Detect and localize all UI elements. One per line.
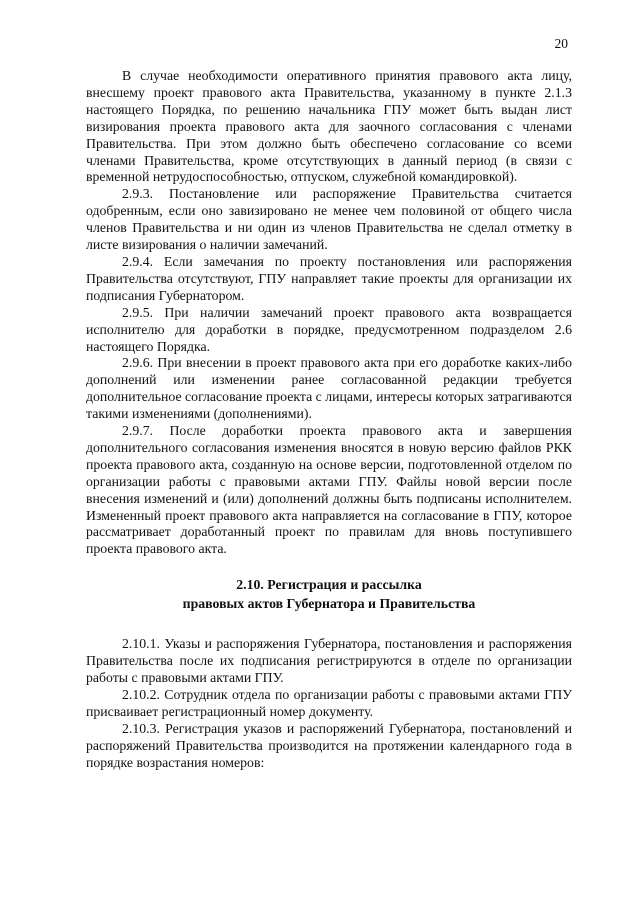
paragraph-2-9-7: 2.9.7. После доработки проекта правового акта и завершения дополнительного согласования изменения вносятся в новую версию файлов РКК проекта правового акта, созданную на основе версии, подготовленной отделом по организации работы с правовыми актами ГПУ. Файлы новой версии после внесения изменений и (или) дополнений должны быть подписаны исполнителем. Измененный проект правового акта направляется на согласование в ГПУ, которое рассматривает доработанный проект по правилам для вновь поступившего проекта правового акта. (86, 423, 572, 557)
paragraph-2-9-6: 2.9.6. При внесении в проект правового акта при его доработке каких-либо дополнений или изменении ранее согласованной редакции требуется дополнительное согласование проекта с лицами, интересы которых затрагиваются такими изменениями (дополнениями). (86, 355, 572, 422)
paragraph-2-9-3: 2.9.3. Постановление или распоряжение Правительства считается одобренным, если оно завизировано не менее чем половиной от общего числа членов Правительства и ни один из членов Правительства не сделал отметку в листе визирования о наличии замечаний. (86, 186, 572, 253)
paragraph-2-10-2: 2.10.2. Сотрудник отдела по организации работы с правовыми актами ГПУ присваивает регистрационный номер документу. (86, 687, 572, 719)
section-heading-line1: 2.10. Регистрация и рассылка (236, 577, 422, 593)
paragraph-2-10-3: 2.10.3. Регистрация указов и распоряжений Губернатора, постановлений и распоряжений Правительства производится на протяжении календарного года в порядке возрастания номеров: (86, 720, 572, 770)
paragraph-2-9-5: 2.9.5. При наличии замечаний проект правового акта возвращается исполнителю для доработки в порядке, предусмотренном подразделом 2.6 настоящего Порядка. (86, 304, 572, 354)
document-body (86, 68, 572, 772)
section-heading-line2: правовых актов Губернатора и Правительства (182, 596, 476, 612)
paragraph-urgent-adoption: В случае необходимости оперативного принятия правового акта лицу, внесшему проект правового акта Правительства, указанному в пункте 2.1.3 настоящего Порядка, по решению начальника ГПУ может быть выдан лист визирования проекта правового акта для заочного согласования с членами Правительства. При этом должно быть обеспечено согласование со всеми членами Правительства, кроме отсутствующих в данный период (в связи с временной нетрудоспособностью, отпуском, служебной командировкой). (86, 68, 572, 185)
section-heading (86, 575, 572, 613)
paragraph-2-9-4: 2.9.4. Если замечания по проекту постановления или распоряжения Правительства отсутствуют, ГПУ направляет такие проекты для организации их подписания Губернатором. (86, 253, 572, 303)
paragraph-2-10-1: 2.10.1. Указы и распоряжения Губернатора, постановления и распоряжения Правительства после их подписания регистрируются в отделе по организации работы с правовыми актами ГПУ. (86, 636, 572, 686)
page-number: 20 (554, 36, 568, 51)
